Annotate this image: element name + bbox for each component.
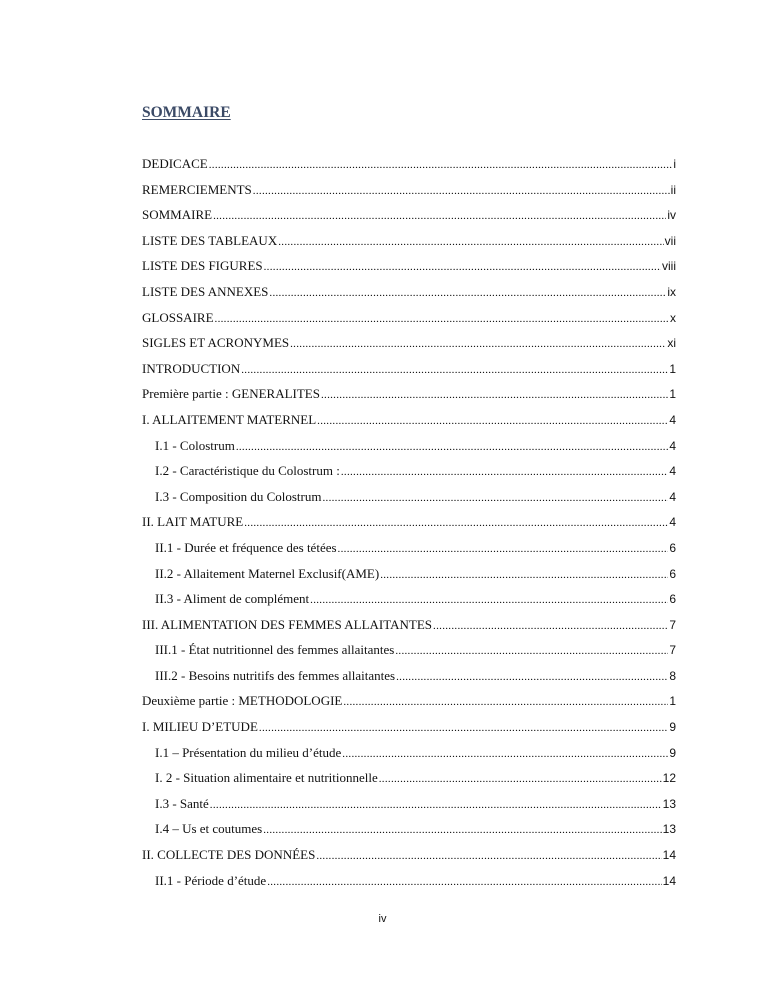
dot-leader <box>278 233 663 249</box>
toc-entry-label: I. MILIEU D’ETUDE <box>142 719 258 735</box>
toc-entry[interactable] <box>142 386 676 412</box>
toc-entry-page: 8 <box>669 668 676 683</box>
toc-entry-label: SIGLES ET ACRONYMES <box>142 335 290 351</box>
toc-entry-page: 4 <box>669 438 676 453</box>
toc-entry-page: x <box>670 310 676 325</box>
toc-entry[interactable] <box>142 514 676 540</box>
toc-entry-page: ii <box>670 182 676 197</box>
toc-entry[interactable] <box>142 207 676 233</box>
dot-leader <box>338 540 669 556</box>
toc-entry[interactable] <box>142 284 676 310</box>
dot-leader <box>210 796 662 812</box>
dot-leader <box>267 873 661 889</box>
toc-entry[interactable] <box>142 233 676 259</box>
toc-entry-page: 9 <box>669 745 676 760</box>
dot-leader <box>341 463 668 479</box>
toc-entry[interactable] <box>142 591 676 617</box>
toc-entry[interactable] <box>142 847 676 873</box>
toc-entry[interactable] <box>142 719 676 745</box>
toc-entry[interactable] <box>142 361 676 387</box>
dot-leader <box>316 847 661 863</box>
dot-leader <box>241 361 668 377</box>
dot-leader <box>321 386 668 402</box>
toc-entry[interactable] <box>142 668 676 694</box>
toc-entry-page: 7 <box>669 617 676 632</box>
toc-entry-page: vii <box>664 233 676 248</box>
toc-entry[interactable] <box>142 796 676 822</box>
toc-entry-page: 7 <box>669 643 676 658</box>
toc-entry-label: II.1 - Période d’étude <box>155 872 267 888</box>
dot-leader <box>322 489 668 505</box>
toc-entry-page: 13 <box>662 796 676 811</box>
dot-leader <box>259 719 668 735</box>
toc-entry-page: 9 <box>669 720 676 735</box>
toc-entry[interactable] <box>142 182 676 208</box>
dot-leader <box>236 438 669 454</box>
toc-entry-label: II. COLLECTE DES DONNÉES <box>142 847 316 863</box>
dot-leader <box>396 668 668 684</box>
toc-entry-label: INTRODUCTION <box>142 360 241 376</box>
toc-entry-page: ix <box>667 284 676 299</box>
toc-entry[interactable] <box>142 617 676 643</box>
dot-leader <box>269 284 666 300</box>
dot-leader <box>395 642 668 658</box>
toc-entry-page: 1 <box>669 694 676 709</box>
toc-entry[interactable] <box>142 745 676 771</box>
toc-entry-page: 6 <box>669 566 676 581</box>
toc-entry-label: I.1 – Présentation du milieu d’étude <box>155 744 342 760</box>
toc-entry-page: 1 <box>669 361 676 376</box>
toc-entry-page: viii <box>662 259 676 274</box>
toc-entry[interactable] <box>142 693 676 719</box>
dot-leader <box>343 693 668 709</box>
toc-entry[interactable] <box>142 412 676 438</box>
toc-entry-page: 4 <box>669 464 676 479</box>
toc-entry-label: II.3 - Aliment de complément <box>155 591 310 607</box>
toc-entry-label: Deuxième partie : METHODOLOGIE <box>142 693 343 709</box>
dot-leader <box>380 566 668 582</box>
dot-leader <box>253 182 670 198</box>
toc-entry[interactable] <box>142 821 676 847</box>
dot-leader <box>310 591 668 607</box>
toc-entry[interactable] <box>142 642 676 668</box>
dot-leader <box>209 156 673 172</box>
dot-leader <box>433 617 668 633</box>
toc-entry-page: i <box>673 157 676 171</box>
toc-entry-label: GLOSSAIRE <box>142 309 214 325</box>
dot-leader <box>379 770 662 786</box>
toc-entry-label: DEDICACE <box>142 156 208 171</box>
toc-entry-label: I.3 - Composition du Colostrum <box>155 488 322 504</box>
toc-entry-page: 14 <box>662 873 676 888</box>
toc-entry-label: III.2 - Besoins nutritifs des femmes allaitantes <box>155 667 396 683</box>
toc-entry-page: 4 <box>669 412 676 427</box>
toc-entry[interactable] <box>142 566 676 592</box>
toc-entry-page: 4 <box>669 489 676 504</box>
toc-entry-page: 6 <box>669 540 676 555</box>
toc-entry-label: REMERCIEMENTS <box>142 181 252 197</box>
toc-entry-label: Première partie : GENERALITES <box>142 386 320 402</box>
dot-leader <box>317 412 668 428</box>
toc-entry[interactable] <box>142 156 676 182</box>
toc-entry-page: iv <box>667 208 676 223</box>
dot-leader <box>213 207 666 223</box>
toc-entry-page: 12 <box>662 771 676 786</box>
toc-entry[interactable] <box>142 873 676 899</box>
toc-entry-page: 13 <box>662 822 676 837</box>
page-title: SOMMAIRE <box>142 104 231 121</box>
toc-entry[interactable] <box>142 310 676 336</box>
toc-entry[interactable] <box>142 463 676 489</box>
toc-entry-label: I. ALLAITEMENT MATERNEL <box>142 411 317 427</box>
toc-entry-page: 4 <box>669 515 676 530</box>
toc-entry-label: II. LAIT MATURE <box>142 514 244 530</box>
toc-entry-page: 6 <box>669 592 676 607</box>
toc-entry[interactable] <box>142 258 676 284</box>
toc-entry-label: I. 2 - Situation alimentaire et nutritionnelle <box>155 770 378 786</box>
toc-entry[interactable] <box>142 335 676 361</box>
toc-entry-label: LISTE DES FIGURES <box>142 258 263 274</box>
toc-entry[interactable] <box>142 540 676 566</box>
toc-entry-page: xi <box>667 336 676 351</box>
toc-entry-label: SOMMAIRE <box>142 207 213 223</box>
dot-leader <box>263 821 661 837</box>
dot-leader <box>244 514 668 530</box>
toc-entry-page: 1 <box>669 387 676 402</box>
page-number: iv <box>378 913 387 925</box>
toc-entry-label: I.3 - Santé <box>155 795 209 811</box>
toc-entry-label: LISTE DES TABLEAUX <box>142 232 278 248</box>
toc-entry-label: III.1 - État nutritionnel des femmes allaitantes <box>155 642 395 658</box>
dot-leader <box>342 745 668 761</box>
dot-leader <box>290 335 666 351</box>
dot-leader <box>264 258 661 274</box>
toc-entry[interactable] <box>142 438 676 464</box>
toc-entry[interactable] <box>142 770 676 796</box>
toc-entry-label: II.1 - Durée et fréquence des tétées <box>155 539 337 555</box>
toc-entry-label: I.4 – Us et coutumes <box>155 821 263 837</box>
toc-entry-label: III. ALIMENTATION DES FEMMES ALLAITANTES <box>142 616 433 632</box>
toc-entry-page: 14 <box>662 848 676 863</box>
table-of-contents <box>142 156 676 898</box>
toc-entry-label: I.2 - Caractéristique du Colostrum : <box>155 463 340 479</box>
toc-entry-label: II.2 - Allaitement Maternel Exclusif(AME) <box>155 565 380 581</box>
toc-entry-label: I.1 - Colostrum <box>155 437 235 453</box>
toc-entry-label: LISTE DES ANNEXES <box>142 283 269 299</box>
toc-entry[interactable] <box>142 489 676 515</box>
dot-leader <box>215 310 669 326</box>
